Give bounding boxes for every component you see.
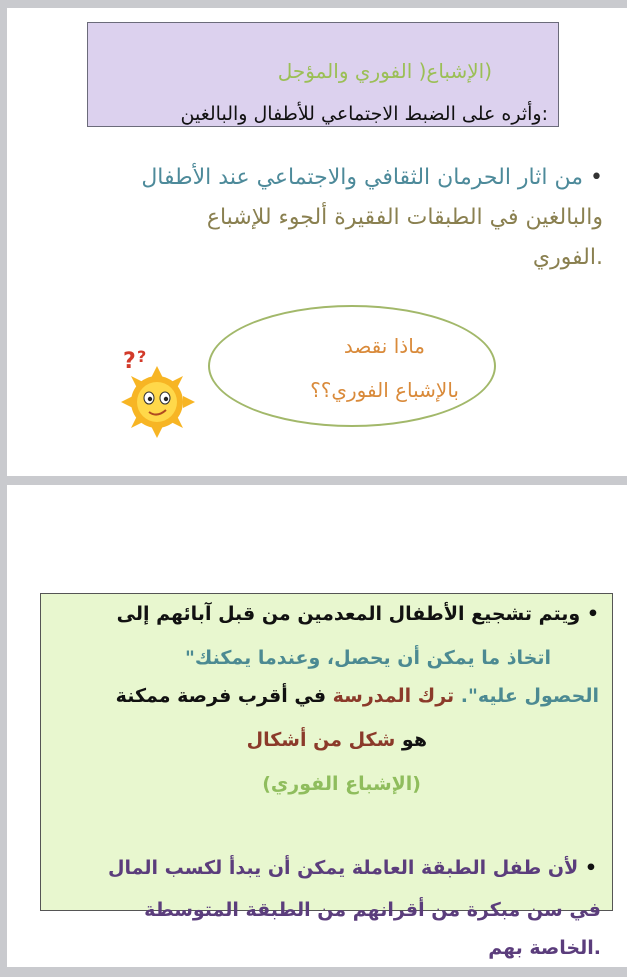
bullet-2-line-1 — [108, 857, 597, 879]
title-line-1: (الإشباع( الفوري والمؤجل — [277, 59, 492, 83]
line-3 — [116, 685, 599, 707]
bullet-2-text-1: لأن طفل الطبقة العاملة يمكن أن يبدأ لكسب المال — [107, 857, 579, 879]
title-line-2: :وأثره على الضبط الاجتماعي للأطفال والبالغين — [180, 103, 548, 125]
sun-question-icon — [109, 346, 199, 438]
line-3-dark: في أقرب فرصة ممكنة — [115, 685, 327, 707]
line-5: (الإشباع الفوري) — [262, 773, 421, 795]
line-3-teal: الحصول عليه". — [460, 685, 599, 707]
question-oval — [208, 305, 496, 427]
line-4-dark: هو — [401, 729, 427, 751]
slide-2 — [7, 485, 627, 967]
svg-text:?: ? — [123, 349, 136, 374]
line-2: اتخاذ ما يمكن أن يحصل، وعندما يمكنك" — [185, 647, 551, 669]
bullet-dot: • — [590, 165, 603, 190]
line-3-brown: ترك المدرسة — [332, 685, 455, 707]
slide-1 — [7, 8, 627, 476]
title-box — [87, 22, 559, 127]
bullet-line-1 — [83, 158, 603, 198]
bullet-dot: • — [586, 603, 599, 625]
bullet-dot-2: • — [584, 857, 597, 879]
bullet-text-1: من اثار الحرمان الثقافي والاجتماعي عند الأطفال — [141, 165, 584, 190]
bullet-2-line-2: في سن مبكرة من أقرانهم من الطبقة المتوسطة — [144, 899, 601, 921]
bullet-text-2: والبالغين في الطبقات الفقيرة ألجوء للإشباع — [206, 205, 603, 230]
line-4 — [247, 729, 427, 751]
bullet-text-3: .الفوري — [532, 245, 603, 270]
bullet-2-line-3: .الخاصة بهم — [488, 937, 601, 959]
line-1 — [117, 603, 599, 625]
oval-line-2: بالإشباع الفوري؟؟ — [310, 378, 459, 402]
line-4-brown: شكل من أشكال — [246, 729, 396, 751]
bullet-paragraph — [83, 158, 603, 278]
line-1-text: ويتم تشجيع الأطفال المعدمين من قبل آبائهم إلى — [116, 603, 581, 625]
svg-text:?: ? — [137, 347, 147, 366]
oval-line-1: ماذا نقصد — [343, 334, 425, 358]
